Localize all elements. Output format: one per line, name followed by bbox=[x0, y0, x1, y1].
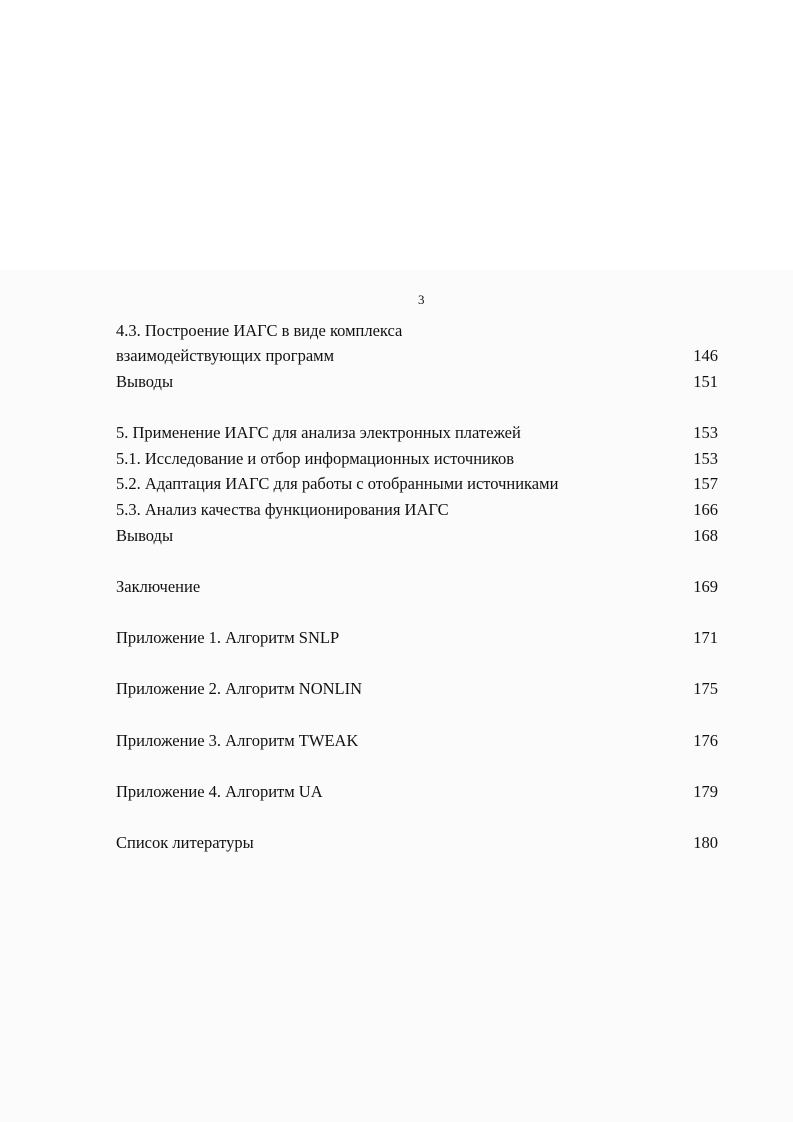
toc-entry-title: Приложение 4. Алгоритм UA bbox=[116, 782, 323, 801]
toc-entry bbox=[116, 448, 718, 470]
toc-entry bbox=[116, 678, 718, 700]
toc-entry-title: взаимодействующих программ bbox=[116, 346, 335, 365]
toc-entry-title: 5.2. Адаптация ИАГС для работы с отобранными источниками bbox=[116, 474, 559, 493]
toc-entry bbox=[116, 422, 718, 444]
toc-entry-title: Приложение 3. Алгоритм TWEAK bbox=[116, 731, 359, 750]
toc-entry-page: 176 bbox=[693, 731, 718, 750]
toc-entry-page: 153 bbox=[693, 449, 718, 468]
toc-entry bbox=[116, 730, 718, 752]
toc-entry-page: 175 bbox=[693, 679, 718, 698]
toc-entry-title: Выводы bbox=[116, 372, 174, 391]
toc-entry-page: 166 bbox=[693, 500, 718, 519]
toc-entry bbox=[116, 576, 718, 598]
toc-entry-title: 5.3. Анализ качества функционирования ИАГС bbox=[116, 500, 449, 519]
toc-entry bbox=[116, 320, 718, 342]
toc-entry-title: Приложение 1. Алгоритм SNLP bbox=[116, 628, 340, 647]
toc-entry bbox=[116, 781, 718, 803]
toc-entry bbox=[116, 499, 718, 521]
toc-entry-page: 168 bbox=[693, 526, 718, 545]
toc-entry bbox=[116, 473, 718, 495]
toc-entry-title: Приложение 2. Алгоритм NONLIN bbox=[116, 679, 363, 698]
toc-entry-title: 5. Применение ИАГС для анализа электронных платежей bbox=[116, 423, 521, 442]
toc-entry bbox=[116, 345, 718, 367]
toc-entry bbox=[116, 371, 718, 393]
toc-entry bbox=[116, 525, 718, 547]
toc-entry-title: 5.1. Исследование и отбор информационных источников bbox=[116, 449, 515, 468]
toc-entry-title: Список литературы bbox=[116, 833, 254, 852]
toc-entry-page: 157 bbox=[693, 474, 718, 493]
page-number: 3 bbox=[418, 292, 425, 307]
toc-entry-page: 151 bbox=[693, 372, 718, 391]
toc-entry-page: 153 bbox=[693, 423, 718, 442]
toc-entry-page: 179 bbox=[693, 782, 718, 801]
toc-entry bbox=[116, 627, 718, 649]
toc-entry-title: 4.3. Построение ИАГС в виде комплекса bbox=[116, 321, 403, 340]
toc-entry-page: 169 bbox=[693, 577, 718, 596]
toc-entry-page: 171 bbox=[693, 628, 718, 647]
toc-entry bbox=[116, 832, 718, 854]
toc-entry-title: Выводы bbox=[116, 526, 174, 545]
toc-entry-page: 180 bbox=[693, 833, 718, 852]
toc-entry-page: 146 bbox=[693, 346, 718, 365]
toc-entry-title: Заключение bbox=[116, 577, 201, 596]
